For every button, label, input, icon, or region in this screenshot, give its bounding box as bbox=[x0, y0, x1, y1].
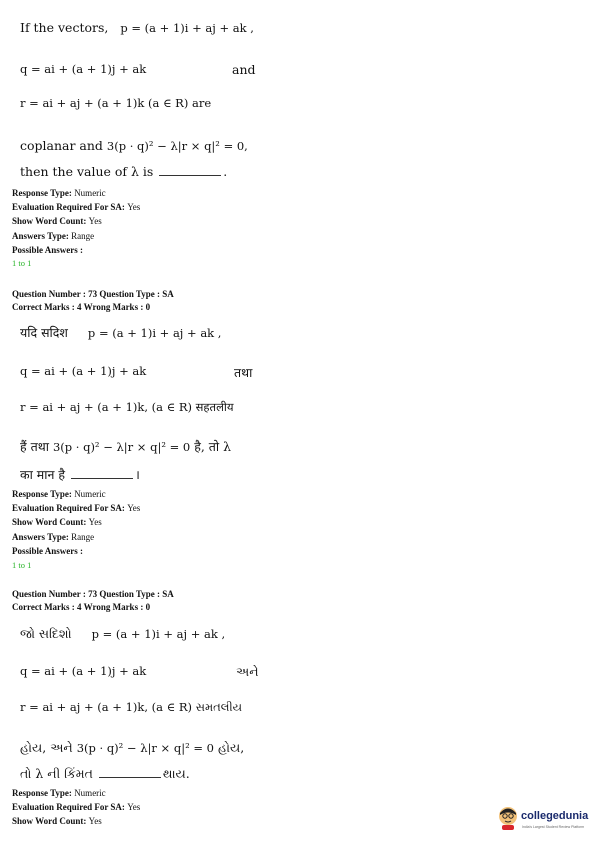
and-word: तथा bbox=[234, 365, 253, 380]
q1-lead-text: If the vectors, bbox=[20, 20, 109, 35]
meta-row: Response Type: Numeric bbox=[12, 188, 106, 198]
q2-line1 bbox=[20, 324, 221, 341]
q3-line1 bbox=[20, 626, 225, 642]
possible-answer: 1 to 1 bbox=[12, 560, 32, 570]
question-header-2 bbox=[12, 288, 174, 314]
ask-text: તો λ ની કિંમત bbox=[20, 766, 93, 781]
vector-p-expression: p = (a + 1)i + aj + ak , bbox=[91, 627, 226, 641]
meta-row: Show Word Count: Yes bbox=[12, 517, 102, 528]
ask-end: । bbox=[135, 467, 140, 482]
q3-lead-text: જો સદિશો bbox=[20, 626, 72, 641]
question-ask-line bbox=[20, 164, 227, 179]
marks-line: Correct Marks : 4 Wrong Marks : 0 bbox=[12, 302, 151, 312]
meta-row: Possible Answers : bbox=[12, 545, 84, 556]
meta-block-3 bbox=[12, 786, 140, 829]
condition-lead: હોય, અને bbox=[20, 740, 73, 755]
q2-lead-text: यदि सदिश bbox=[20, 325, 68, 340]
meta-row: Answers Type: Range bbox=[12, 230, 95, 241]
q1-line1 bbox=[20, 20, 254, 35]
meta-block-1 bbox=[12, 186, 140, 257]
coplanar-text: coplanar and bbox=[20, 138, 103, 153]
condition-lead: हैं तथा bbox=[20, 439, 49, 454]
meta-row: Show Word Count: Yes bbox=[12, 816, 102, 827]
meta-row: Response Type: Numeric bbox=[12, 489, 106, 499]
logo-tagline: India's Largest Student Review Platform bbox=[522, 825, 585, 829]
vector-r-expression: r = ai + aj + (a + 1)k (a ∈ R) are bbox=[20, 96, 212, 110]
meta-row: Show Word Count: Yes bbox=[12, 216, 102, 227]
answer-blank bbox=[71, 469, 133, 479]
condition-end: है, तो λ bbox=[194, 439, 232, 454]
condition-line bbox=[20, 138, 248, 153]
condition-line bbox=[20, 438, 231, 455]
question-header-3 bbox=[12, 588, 174, 614]
marks-line: Correct Marks : 4 Wrong Marks : 0 bbox=[12, 602, 151, 612]
logo-name: collegedunia bbox=[521, 810, 589, 822]
vector-q-expression: q = ai + (a + 1)j + ak bbox=[20, 62, 147, 76]
vector-r-expression: r = ai + aj + (a + 1)k, (a ∈ R) સમતલીય bbox=[20, 700, 243, 714]
condition-expression: 3(p · q)² − λ|r × q|² = 0, bbox=[106, 139, 248, 153]
meta-row: Evaluation Required For SA: Yes bbox=[12, 503, 141, 514]
ask-end: થાય. bbox=[162, 766, 190, 781]
answer-blank bbox=[159, 166, 221, 176]
and-word: અને bbox=[236, 664, 259, 679]
mascot-icon bbox=[497, 806, 519, 830]
meta-block-2 bbox=[12, 487, 140, 558]
vector-p-expression: p = (a + 1)i + aj + ak , bbox=[120, 21, 254, 35]
collegedunia-logo bbox=[497, 806, 589, 834]
ask-text: then the value of λ is bbox=[20, 164, 154, 179]
condition-line bbox=[20, 740, 244, 756]
possible-answer: 1 to 1 bbox=[12, 258, 32, 268]
condition-expression: 3(p · q)² − λ|r × q|² = 0 bbox=[52, 440, 191, 454]
vector-r-expression: r = ai + aj + (a + 1)k, (a ∈ R) सहतलीय bbox=[20, 400, 234, 414]
condition-expression: 3(p · q)² − λ|r × q|² = 0 bbox=[76, 741, 214, 755]
question-number-line: Question Number : 73 Question Type : SA bbox=[12, 589, 174, 599]
vector-p-expression: p = (a + 1)i + aj + ak , bbox=[87, 326, 222, 340]
meta-row: Answers Type: Range bbox=[12, 531, 95, 542]
ask-end: . bbox=[223, 164, 228, 179]
meta-row: Possible Answers : bbox=[12, 244, 84, 255]
meta-row: Evaluation Required For SA: Yes bbox=[12, 202, 141, 213]
vector-q-expression: q = ai + (a + 1)j + ak bbox=[20, 664, 147, 678]
question-ask-line bbox=[20, 766, 190, 782]
answer-blank bbox=[99, 768, 161, 778]
question-number-line: Question Number : 73 Question Type : SA bbox=[12, 289, 174, 299]
vector-q-expression: q = ai + (a + 1)j + ak bbox=[20, 364, 147, 378]
and-word: and bbox=[232, 62, 256, 77]
ask-text: का मान है bbox=[20, 467, 66, 482]
question-ask-line bbox=[20, 466, 140, 483]
meta-row: Response Type: Numeric bbox=[12, 788, 106, 798]
condition-end: હોય, bbox=[217, 740, 245, 755]
meta-row: Evaluation Required For SA: Yes bbox=[12, 802, 141, 813]
